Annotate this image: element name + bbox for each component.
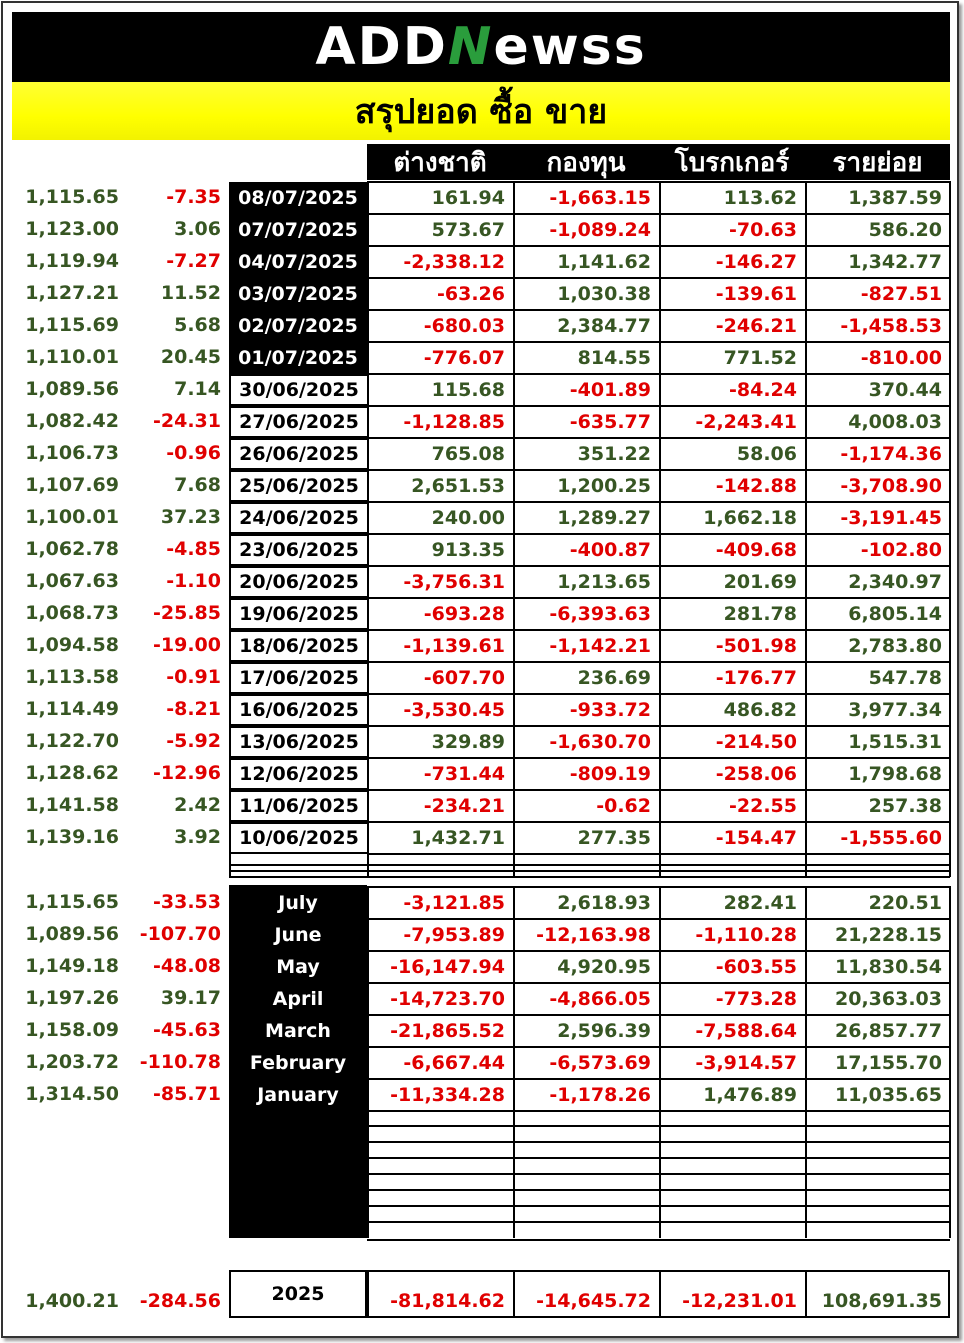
date-cell: 16/06/2025: [229, 694, 367, 726]
grid-line: [229, 864, 950, 866]
broker-value: -501.98: [715, 635, 797, 657]
index-change: -284.56: [139, 1290, 221, 1312]
broker-value: 771.52: [723, 347, 797, 369]
fund-value: 814.55: [577, 347, 651, 369]
grid-line: [367, 886, 369, 1238]
foreign-value: 1,432.71: [411, 827, 505, 849]
fund-value: 1,200.25: [557, 475, 651, 497]
foreign-value: -11,334.28: [390, 1084, 505, 1106]
index-change: -7.27: [166, 250, 221, 272]
broker-value: 281.78: [723, 603, 797, 625]
broker-value: -146.27: [715, 251, 797, 273]
retail-value: 257.38: [868, 795, 942, 817]
grid-line: [513, 181, 515, 877]
index-change: -8.21: [166, 698, 221, 720]
fund-value: 236.69: [577, 667, 651, 689]
index-value: 1,114.49: [25, 698, 119, 720]
retail-value: 21,228.15: [835, 924, 942, 946]
date-cell: 04/07/2025: [229, 246, 367, 278]
broker-value: -84.24: [729, 379, 797, 401]
date-cell: 10/06/2025: [229, 822, 367, 854]
retail-total: 108,691.35: [821, 1290, 942, 1312]
index-change: 39.17: [160, 987, 221, 1009]
retail-value: -3,708.90: [840, 475, 942, 497]
grid-line: [949, 886, 951, 1238]
page-title: สรุปยอด ซื้อ ขาย: [354, 92, 608, 132]
foreign-value: 240.00: [431, 507, 505, 529]
fund-value: -809.19: [569, 763, 651, 785]
broker-value: -603.55: [715, 956, 797, 978]
index-value: 1,100.01: [25, 506, 119, 528]
index-value: 1,127.21: [25, 282, 119, 304]
index-change: 7.68: [174, 474, 221, 496]
grid-line: [229, 374, 231, 878]
index-change: -4.85: [166, 538, 221, 560]
date-cell: 18/06/2025: [229, 630, 367, 662]
index-change: -12.96: [153, 762, 221, 784]
foreign-value: -3,756.31: [403, 571, 505, 593]
broker-value: -7,588.64: [695, 1020, 797, 1042]
index-change: 37.23: [160, 506, 221, 528]
index-value: 1,089.56: [25, 923, 119, 945]
month-cell: March: [265, 1020, 331, 1042]
month-cell: February: [249, 1052, 347, 1074]
date-cell: 08/07/2025: [229, 182, 367, 214]
index-value: 1,107.69: [25, 474, 119, 496]
broker-total: -12,231.01: [682, 1290, 797, 1312]
grid-line: [367, 181, 369, 877]
header-foreign: ต่างชาติ: [367, 144, 513, 180]
broker-value: -258.06: [715, 763, 797, 785]
fund-value: -635.77: [569, 411, 651, 433]
date-cell: 13/06/2025: [229, 726, 367, 758]
index-value: 1,128.62: [25, 762, 119, 784]
retail-value: -810.00: [860, 347, 942, 369]
fund-value: -1,663.15: [549, 187, 651, 209]
fund-value: 351.22: [577, 443, 651, 465]
index-change: -48.08: [153, 955, 221, 977]
broker-value: 486.82: [723, 699, 797, 721]
foreign-value: -3,121.85: [403, 892, 505, 914]
foreign-value: -1,128.85: [403, 411, 505, 433]
foreign-value: -1,139.61: [403, 635, 505, 657]
foreign-value: 765.08: [431, 443, 505, 465]
foreign-value: -14,723.70: [390, 988, 505, 1010]
date-cell: 07/07/2025: [229, 214, 367, 246]
fund-value: -400.87: [569, 539, 651, 561]
grid-line: [513, 886, 515, 1238]
fund-value: 277.35: [577, 827, 651, 849]
index-value: 1,115.65: [25, 186, 119, 208]
grid-line: [367, 1239, 950, 1241]
retail-value: 17,155.70: [835, 1052, 942, 1074]
retail-value: 1,342.77: [848, 251, 942, 273]
index-change: -24.31: [153, 410, 221, 432]
date-cell: 01/07/2025: [229, 342, 367, 374]
foreign-value: -693.28: [423, 603, 505, 625]
retail-value: 1,387.59: [848, 187, 942, 209]
broker-value: -3,914.57: [695, 1052, 797, 1074]
month-cell: January: [257, 1084, 339, 1106]
fund-value: -6,573.69: [549, 1052, 651, 1074]
date-cell: 27/06/2025: [229, 406, 367, 438]
date-cell: 11/06/2025: [229, 790, 367, 822]
index-change: -45.63: [153, 1019, 221, 1041]
date-cell: 20/06/2025: [229, 566, 367, 598]
broker-value: -154.47: [715, 827, 797, 849]
index-change: -110.78: [139, 1051, 221, 1073]
broker-value: -1,110.28: [695, 924, 797, 946]
fund-value: -4,866.05: [549, 988, 651, 1010]
date-cell: 17/06/2025: [229, 662, 367, 694]
index-change: -107.70: [139, 923, 221, 945]
date-cell: 03/07/2025: [229, 278, 367, 310]
foreign-value: -16,147.94: [390, 956, 505, 978]
retail-value: 1,798.68: [848, 763, 942, 785]
broker-value: -246.21: [715, 315, 797, 337]
retail-value: -1,555.60: [840, 827, 942, 849]
fund-value: 2,596.39: [557, 1020, 651, 1042]
broker-value: 113.62: [723, 187, 797, 209]
index-value: 1,094.58: [25, 634, 119, 656]
fund-value: -933.72: [569, 699, 651, 721]
brand-banner: [12, 12, 950, 82]
month-cell: April: [272, 988, 324, 1010]
index-value: 1,115.65: [25, 891, 119, 913]
retail-value: 3,977.34: [848, 699, 942, 721]
foreign-value: -21,865.52: [390, 1020, 505, 1042]
index-change: -7.35: [166, 186, 221, 208]
index-value: 1,062.78: [25, 538, 119, 560]
index-change: 7.14: [174, 378, 221, 400]
index-value: 1,115.69: [25, 314, 119, 336]
retail-value: 11,830.54: [835, 956, 942, 978]
month-cell: May: [276, 956, 320, 978]
index-value: 1,082.42: [25, 410, 119, 432]
index-value: 1,400.21: [25, 1290, 119, 1312]
fund-value: 1,213.65: [557, 571, 651, 593]
foreign-value: -234.21: [423, 795, 505, 817]
fund-value: -401.89: [569, 379, 651, 401]
index-change: 20.45: [160, 346, 221, 368]
retail-value: -827.51: [860, 283, 942, 305]
index-change: -85.71: [153, 1083, 221, 1105]
index-value: 1,068.73: [25, 602, 119, 624]
retail-value: 1,515.31: [848, 731, 942, 753]
date-cell: 23/06/2025: [229, 534, 367, 566]
foreign-value: 2,651.53: [411, 475, 505, 497]
index-value: 1,314.50: [25, 1083, 119, 1105]
grid-line: [948, 1270, 950, 1318]
broker-value: 1,662.18: [703, 507, 797, 529]
grid-line: [229, 876, 950, 878]
retail-value: 20,363.03: [835, 988, 942, 1010]
fund-value: -1,142.21: [549, 635, 651, 657]
year-cell: 2025: [229, 1270, 367, 1318]
fund-value: -6,393.63: [549, 603, 651, 625]
foreign-value: -776.07: [423, 347, 505, 369]
foreign-value: -63.26: [437, 283, 505, 305]
month-cell: July: [278, 892, 318, 914]
header-broker: โบรกเกอร์: [659, 144, 805, 180]
index-value: 1,149.18: [25, 955, 119, 977]
broker-value: -139.61: [715, 283, 797, 305]
retail-value: 220.51: [868, 892, 942, 914]
foreign-value: 913.35: [431, 539, 505, 561]
broker-value: -773.28: [715, 988, 797, 1010]
date-cell: 25/06/2025: [229, 470, 367, 502]
grid-line: [805, 886, 807, 1238]
foreign-value: 573.67: [431, 219, 505, 241]
index-change: 11.52: [160, 282, 221, 304]
retail-value: -3,191.45: [840, 507, 942, 529]
index-value: 1,203.72: [25, 1051, 119, 1073]
broker-value: 1,476.89: [703, 1084, 797, 1106]
index-value: 1,158.09: [25, 1019, 119, 1041]
header-retail: รายย่อย: [805, 144, 950, 180]
index-change: -0.91: [166, 666, 221, 688]
index-value: 1,113.58: [25, 666, 119, 688]
grid-line: [805, 181, 807, 877]
foreign-value: 115.68: [431, 379, 505, 401]
broker-value: 282.41: [723, 892, 797, 914]
title-banner: [12, 82, 950, 140]
fund-value: 2,618.93: [557, 892, 651, 914]
retail-value: 2,783.80: [848, 635, 942, 657]
broker-value: -214.50: [715, 731, 797, 753]
date-cell: 02/07/2025: [229, 310, 367, 342]
grid-line: [659, 1270, 661, 1318]
month-cell: June: [274, 924, 322, 946]
index-change: -0.96: [166, 442, 221, 464]
retail-value: 26,857.77: [835, 1020, 942, 1042]
index-change: -1.10: [166, 570, 221, 592]
date-cell: 26/06/2025: [229, 438, 367, 470]
foreign-value: -731.44: [423, 763, 505, 785]
index-value: 1,089.56: [25, 378, 119, 400]
retail-value: 2,340.97: [848, 571, 942, 593]
broker-value: 58.06: [736, 443, 797, 465]
index-change: -5.92: [166, 730, 221, 752]
date-cell: 30/06/2025: [229, 374, 367, 406]
index-change: 2.42: [174, 794, 221, 816]
index-value: 1,139.16: [25, 826, 119, 848]
fund-value: 1,141.62: [557, 251, 651, 273]
grid-line: [805, 1270, 807, 1318]
index-change: -25.85: [153, 602, 221, 624]
foreign-value: -2,338.12: [403, 251, 505, 273]
broker-value: -176.77: [715, 667, 797, 689]
addnewss-logo: ADD N ewss: [315, 17, 647, 77]
foreign-value: -607.70: [423, 667, 505, 689]
fund-value: 4,920.95: [557, 956, 651, 978]
foreign-total: -81,814.62: [390, 1290, 505, 1312]
index-value: 1,119.94: [25, 250, 119, 272]
broker-value: -22.55: [729, 795, 797, 817]
retail-value: 547.78: [868, 667, 942, 689]
grid-line: [513, 1270, 515, 1318]
grid-line: [659, 181, 661, 877]
retail-value: 370.44: [868, 379, 942, 401]
retail-value: -1,174.36: [840, 443, 942, 465]
fund-value: 1,289.27: [557, 507, 651, 529]
foreign-value: -6,667.44: [403, 1052, 505, 1074]
fund-value: -12,163.98: [536, 924, 651, 946]
date-cell: 12/06/2025: [229, 758, 367, 790]
index-value: 1,141.58: [25, 794, 119, 816]
retail-value: 6,805.14: [848, 603, 942, 625]
index-change: 5.68: [174, 314, 221, 336]
retail-value: 586.20: [868, 219, 942, 241]
index-change: 3.92: [174, 826, 221, 848]
foreign-value: -680.03: [423, 315, 505, 337]
retail-value: 11,035.65: [835, 1084, 942, 1106]
index-value: 1,067.63: [25, 570, 119, 592]
broker-value: 201.69: [723, 571, 797, 593]
retail-value: 4,008.03: [848, 411, 942, 433]
broker-value: -2,243.41: [695, 411, 797, 433]
grid-line: [229, 870, 950, 872]
broker-value: -409.68: [715, 539, 797, 561]
broker-value: -70.63: [729, 219, 797, 241]
grid-line: [949, 181, 951, 877]
index-value: 1,123.00: [25, 218, 119, 240]
broker-value: -142.88: [715, 475, 797, 497]
fund-value: -1,178.26: [549, 1084, 651, 1106]
index-change: -33.53: [153, 891, 221, 913]
grid-line: [659, 886, 661, 1238]
foreign-value: -7,953.89: [403, 924, 505, 946]
fund-value: -0.62: [596, 795, 651, 817]
index-value: 1,110.01: [25, 346, 119, 368]
foreign-value: -3,530.45: [403, 699, 505, 721]
retail-value: -102.80: [860, 539, 942, 561]
retail-value: -1,458.53: [840, 315, 942, 337]
index-value: 1,106.73: [25, 442, 119, 464]
index-change: -19.00: [153, 634, 221, 656]
fund-total: -14,645.72: [536, 1290, 651, 1312]
fund-value: -1,630.70: [549, 731, 651, 753]
index-value: 1,197.26: [25, 987, 119, 1009]
index-change: 3.06: [174, 218, 221, 240]
header-fund: กองทุน: [513, 144, 659, 180]
grid-line: [367, 1270, 369, 1318]
fund-value: -1,089.24: [549, 219, 651, 241]
date-cell: 19/06/2025: [229, 598, 367, 630]
date-cell: 24/06/2025: [229, 502, 367, 534]
fund-value: 2,384.77: [557, 315, 651, 337]
foreign-value: 161.94: [431, 187, 505, 209]
foreign-value: 329.89: [431, 731, 505, 753]
fund-value: 1,030.38: [557, 283, 651, 305]
index-value: 1,122.70: [25, 730, 119, 752]
